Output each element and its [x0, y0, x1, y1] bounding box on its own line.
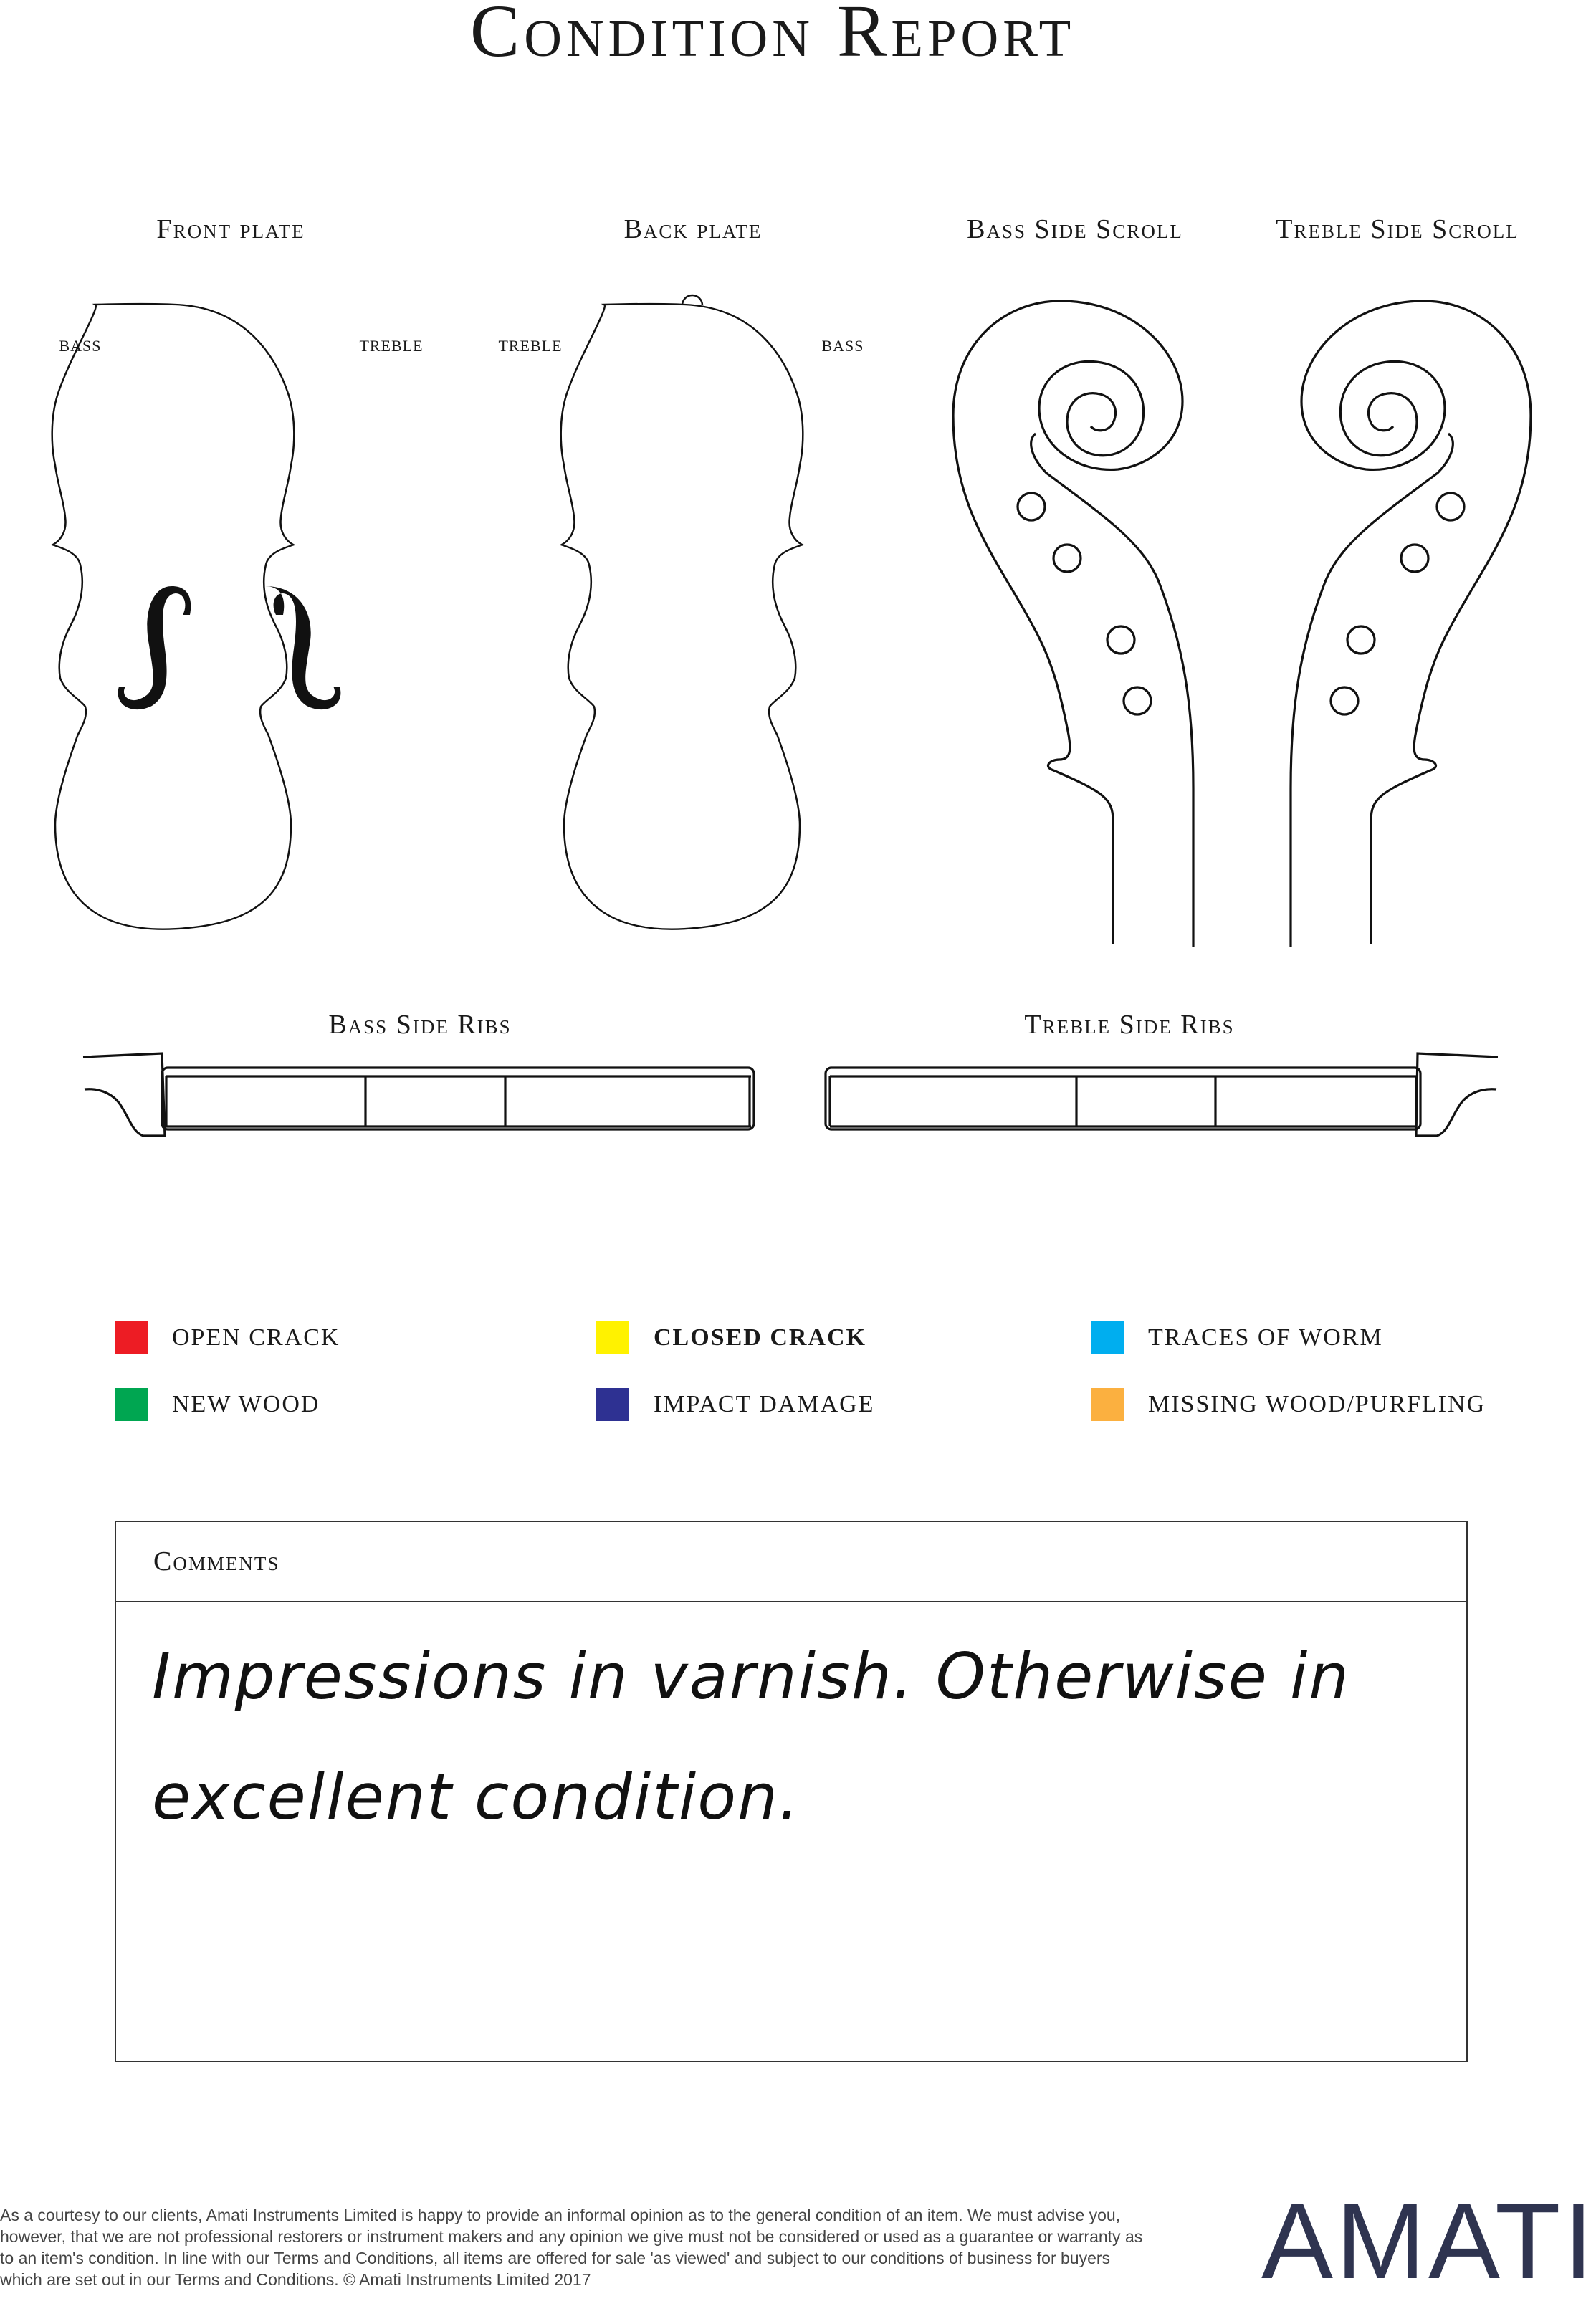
bass-side-scroll-label: Bass Side Scroll	[967, 214, 1183, 244]
legend-item-impact-damage	[596, 1388, 874, 1421]
new-wood-swatch	[115, 1388, 148, 1421]
legend-label: OPEN CRACK	[172, 1324, 340, 1351]
back-plate-bass-side-label: BASS	[821, 337, 864, 355]
comments-box	[115, 1521, 1468, 2062]
comments-header	[116, 1522, 1466, 1602]
treble-side-ribs-outline	[826, 1053, 1498, 1136]
treble-side-scroll-label: Treble Side Scroll	[1276, 214, 1519, 244]
traces-of-worm-swatch	[1091, 1321, 1124, 1354]
impact-damage-swatch	[596, 1388, 629, 1421]
f-hole-left	[118, 586, 191, 709]
closed-crack-swatch	[596, 1321, 629, 1354]
treble-side-scroll-outline	[1291, 301, 1531, 947]
back-plate-outline	[561, 304, 803, 929]
missing-wood-purfling-swatch	[1091, 1388, 1124, 1421]
instrument-outline-drawings	[0, 0, 1545, 1175]
treble-side-ribs-label: Treble Side Ribs	[1024, 1010, 1235, 1040]
legend-label: MISSING WOOD/PURFLING	[1148, 1391, 1486, 1417]
legend-item-traces-of-worm	[1091, 1321, 1383, 1354]
legend-label: IMPACT DAMAGE	[654, 1391, 875, 1417]
legend-label: CLOSED CRACK	[654, 1324, 866, 1351]
legend-item-closed-crack	[596, 1321, 866, 1354]
open-crack-swatch	[115, 1321, 148, 1354]
back-plate-treble-side-label: TREBLE	[498, 337, 563, 355]
front-plate-outline	[52, 304, 295, 929]
front-plate-treble-side-label: TREBLE	[359, 337, 424, 355]
legend-label: NEW WOOD	[172, 1391, 320, 1417]
legend-item-missing-wood-purfling	[1091, 1388, 1486, 1421]
footer-disclaimer: As a courtesy to our clients, Amati Instruments Limited is happy to provide an informal opinion as to the general condition of an item. We must advise you, however, that we are not professional restorers or instrument makers and any opinion we give must not be considered or used as a guarantee or warranty as to an item's condition. In line with our Terms and Conditions, all items are offered for sale 'as viewed' and subject to our conditions of business for buyers which are set out in our Terms and Conditions. © Amati Instruments Limited 2017	[0, 2206, 1143, 2289]
front-plate-bass-side-label: BASS	[59, 337, 102, 355]
bass-side-ribs-outline	[83, 1053, 754, 1136]
front-plate-label: Front plate	[156, 214, 305, 244]
comments-title: Comments	[153, 1546, 280, 1577]
amati-logo: AMATI	[1261, 2181, 1596, 2301]
comments-handwritten-text: Impressions in varnish. Otherwise in excellent condition.	[152, 1640, 1351, 1834]
legend-item-open-crack	[115, 1321, 340, 1354]
bass-side-ribs-label: Bass Side Ribs	[328, 1010, 512, 1040]
legend-label: TRACES OF WORM	[1148, 1324, 1383, 1351]
bass-side-scroll-outline	[953, 301, 1193, 947]
back-plate-label: Back plate	[623, 214, 763, 244]
page-title: Condition Report	[469, 0, 1076, 72]
legend-item-new-wood	[115, 1388, 320, 1421]
